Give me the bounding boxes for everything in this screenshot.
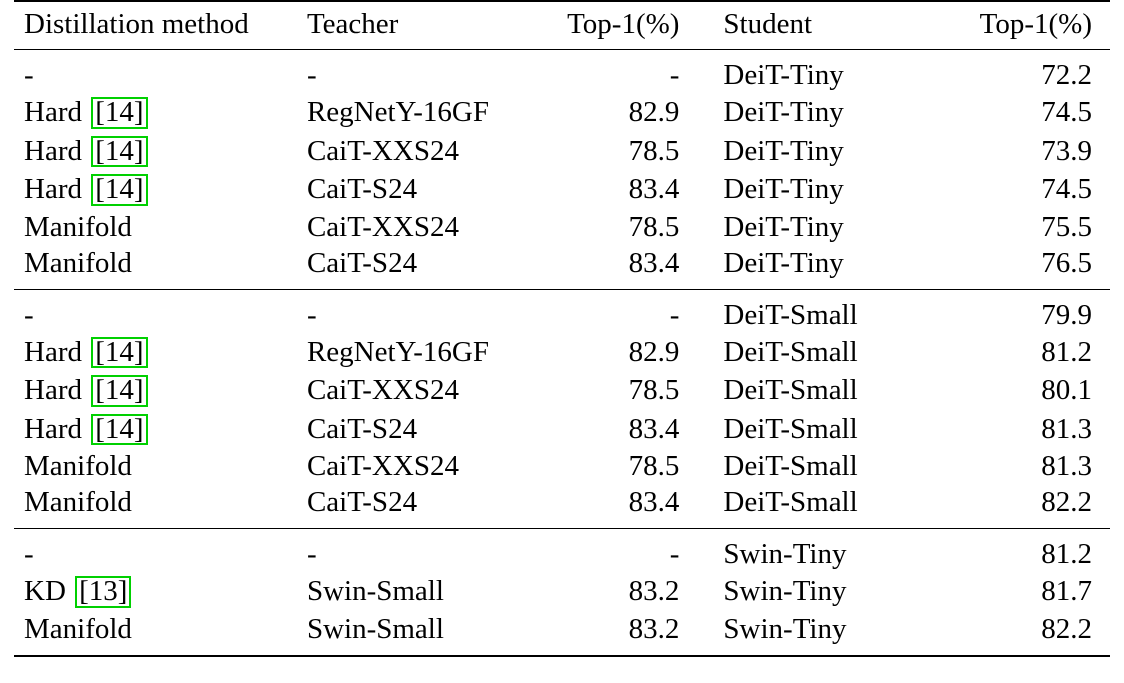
cell-teacher-top1: 82.9 [628, 96, 680, 128]
cell-student-top1: 81.3 [1041, 450, 1092, 483]
cell-student: DeiT-Small [723, 450, 858, 483]
citation-label: [14] [95, 374, 144, 407]
cell-distillation-method [14, 612, 299, 656]
cell-teacher: - [299, 50, 551, 95]
cell-teacher: RegNetY-16GF [306, 335, 489, 368]
cell-distillation-method [14, 372, 299, 411]
cell-teacher: CaiT-S24 [306, 486, 418, 519]
cell-teacher: CaiT-S24 [306, 173, 418, 206]
citation-label: [14] [95, 173, 144, 206]
table-row [14, 171, 1110, 210]
citation-link[interactable] [91, 97, 147, 129]
table-row [14, 50, 1110, 95]
cell-teacher: CaiT-XXS24 [306, 374, 459, 407]
cell-teacher-top1: 82.9 [628, 335, 680, 368]
citation-link[interactable] [91, 337, 147, 369]
cell-student: DeiT-Small [723, 335, 858, 368]
cell-teacher: - [299, 529, 551, 574]
cell-student: DeiT-Tiny [723, 173, 844, 206]
cell-teacher-top1: 83.2 [628, 575, 680, 608]
cell-student-top1: 75.5 [1041, 210, 1092, 243]
cell-student: DeiT-Small [723, 412, 858, 445]
cell-student-top1: 76.5 [1041, 246, 1092, 279]
distillation-method-label: - [24, 538, 34, 571]
cell-student-top1: 72.2 [935, 50, 1110, 95]
cell-student: Swin-Tiny [723, 575, 847, 608]
table-row [14, 529, 1110, 574]
cell-teacher: Swin-Small [299, 612, 551, 656]
citation-link[interactable] [91, 375, 147, 407]
cell-distillation-method [14, 50, 299, 95]
table-row [14, 411, 1110, 450]
cell-distillation-method [14, 411, 299, 450]
distillation-method-label: Manifold [24, 450, 132, 483]
cell-student: DeiT-Small [715, 289, 934, 334]
distillation-method-label: Hard [24, 96, 82, 128]
cell-student-top1: 74.5 [1041, 173, 1092, 206]
cell-teacher-top1: 78.5 [628, 450, 680, 483]
distillation-method-label: - [24, 298, 34, 331]
table-row [14, 372, 1110, 411]
citation-link[interactable] [91, 136, 147, 168]
cell-teacher-top1: - [551, 529, 715, 574]
cell-student: Swin-Tiny [715, 529, 934, 574]
cell-student: DeiT-Small [723, 486, 858, 519]
table-header-row [14, 1, 1110, 50]
cell-teacher: CaiT-S24 [306, 246, 418, 279]
cell-student-top1: 74.5 [1041, 96, 1092, 128]
table-row [14, 449, 1110, 485]
column-header-teacher-top1: Top-1(%) [551, 1, 715, 50]
distillation-method-label: Manifold [24, 246, 132, 279]
column-header-teacher: Teacher [299, 1, 551, 50]
cell-student: DeiT-Tiny [723, 246, 844, 279]
table-row [14, 573, 1110, 612]
table-row [14, 289, 1110, 334]
cell-student-top1: 81.2 [935, 529, 1110, 574]
citation-label: [13] [79, 575, 128, 608]
cell-student-top1: 82.2 [1041, 486, 1092, 519]
cell-teacher-top1: 83.4 [628, 173, 680, 206]
cell-teacher: Swin-Small [306, 575, 444, 608]
cell-distillation-method [14, 171, 299, 210]
column-header-student-top1: Top-1(%) [935, 1, 1110, 50]
cell-student-top1: 81.3 [1041, 412, 1092, 445]
cell-teacher: RegNetY-16GF [306, 96, 489, 128]
cell-distillation-method [14, 210, 299, 246]
citation-link[interactable] [75, 576, 131, 608]
citation-label: [14] [95, 134, 144, 167]
distillation-method-label: Manifold [24, 486, 132, 519]
table-row [14, 210, 1110, 246]
cell-distillation-method [14, 449, 299, 485]
cell-teacher-top1: 78.5 [628, 374, 680, 407]
cell-teacher-top1: 83.4 [628, 412, 680, 445]
distillation-method-label: - [24, 59, 34, 91]
table-row [14, 133, 1110, 172]
cell-distillation-method [14, 573, 299, 612]
cell-distillation-method [14, 334, 299, 373]
cell-distillation-method [14, 289, 299, 334]
cell-student: DeiT-Tiny [715, 50, 934, 95]
table-row [14, 485, 1110, 529]
cell-teacher: CaiT-XXS24 [306, 450, 459, 483]
cell-teacher-top1: - [551, 289, 715, 334]
cell-teacher-top1: 83.4 [628, 246, 680, 279]
table-header [14, 1, 1110, 50]
cell-distillation-method [14, 529, 299, 574]
cell-teacher-top1: - [551, 50, 715, 95]
distillation-method-label: Manifold [24, 612, 132, 645]
cell-student-top1: 79.9 [935, 289, 1110, 334]
cell-teacher: CaiT-XXS24 [306, 134, 459, 167]
cell-distillation-method [14, 246, 299, 290]
table-row [14, 246, 1110, 290]
citation-link[interactable] [91, 414, 147, 446]
cell-student: DeiT-Tiny [723, 210, 844, 243]
table-body [14, 50, 1110, 656]
distillation-method-label: Hard [24, 335, 82, 368]
distillation-method-label: Hard [24, 412, 82, 445]
cell-teacher-top1: 78.5 [628, 210, 680, 243]
cell-student-top1: 81.7 [1041, 575, 1092, 608]
citation-label: [14] [95, 412, 144, 445]
cell-teacher: - [299, 289, 551, 334]
distillation-method-label: KD [24, 575, 66, 608]
cell-student-top1: 73.9 [1041, 134, 1092, 167]
cell-student-top1: 80.1 [1041, 374, 1092, 407]
citation-link[interactable] [91, 174, 147, 206]
results-table [14, 0, 1110, 657]
distillation-method-label: Hard [24, 173, 82, 206]
cell-student-top1: 82.2 [935, 612, 1110, 656]
cell-distillation-method [14, 133, 299, 172]
column-header-distillation-method: Distillation method [14, 1, 299, 50]
table-row [14, 612, 1110, 656]
cell-teacher: CaiT-XXS24 [306, 210, 459, 243]
cell-student: DeiT-Tiny [723, 96, 844, 128]
cell-teacher-top1: 83.4 [628, 486, 680, 519]
cell-distillation-method [14, 485, 299, 529]
distillation-method-label: Manifold [24, 210, 132, 243]
cell-student: Swin-Tiny [715, 612, 934, 656]
cell-teacher-top1: 83.2 [551, 612, 715, 656]
cell-student: DeiT-Tiny [723, 134, 844, 167]
column-header-student: Student [715, 1, 934, 50]
citation-label: [14] [95, 96, 144, 128]
cell-distillation-method [14, 94, 299, 133]
distillation-method-label: Hard [24, 374, 82, 407]
cell-student: DeiT-Small [723, 374, 858, 407]
cell-student-top1: 81.2 [1041, 335, 1092, 368]
citation-label: [14] [95, 335, 144, 368]
table-row [14, 94, 1110, 133]
distillation-method-label: Hard [24, 134, 82, 167]
table-row [14, 334, 1110, 373]
cell-teacher: CaiT-S24 [306, 412, 418, 445]
cell-teacher-top1: 78.5 [628, 134, 680, 167]
